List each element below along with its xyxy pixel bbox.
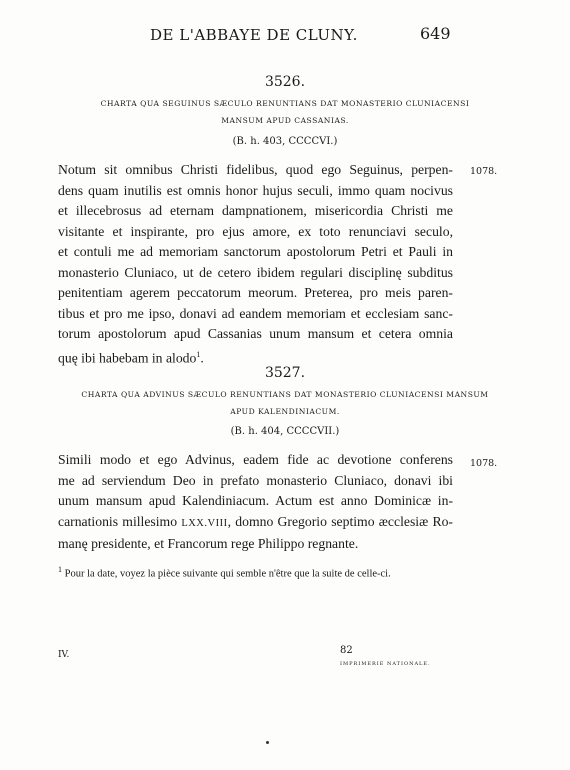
volume-signature: IV.	[58, 650, 70, 660]
charter-source: (B. h. 403, CCCCVI.)	[232, 136, 338, 147]
charter-title-line: APUD KALENDINIACUM.	[230, 407, 340, 416]
text-line: penitentiam agerem peccatorum meorum. Preterea, pro meis paren-	[58, 285, 453, 300]
footnote-reference: 1	[196, 349, 201, 359]
printer-mark: IMPRIMERIE NATIONALE.	[340, 661, 431, 667]
text-line: torum apostolorum apud Cassanias unum mansum et cetera omnia	[58, 326, 453, 341]
page-dot-mark	[266, 741, 269, 744]
footnote-marker: 1	[58, 565, 62, 574]
margin-year: 1078.	[470, 166, 498, 177]
charter-title-line: CHARTA QUA SEGUINUS SÆCULO RENUNTIANS DAT MONASTERIO CLUNIACENSI	[100, 99, 470, 108]
gathering-signature: 82	[340, 645, 353, 656]
charter-text	[58, 450, 453, 555]
text-fragment: .	[200, 350, 204, 366]
text-line: me ad serviendum Deo in prefato monasterio Cluniaco, donavi ibi	[58, 472, 453, 488]
text-line: manę presidente, et Francorum rege Philippo regnante.	[58, 536, 359, 551]
charter-title	[60, 386, 510, 420]
text-line: dens quam inutilis est omnis honor hujus seculi, immo quam nocivus	[58, 182, 453, 198]
text-fragment: , domno Gregorio septimo æcclesiæ Ro-	[227, 513, 453, 529]
text-line: unum mansum apud Kalendiniacum. Actum est anno Dominicæ in-	[58, 493, 453, 508]
text-line: et illecebrosus ad eternam dampnationem, misericordia Christi me	[58, 203, 453, 218]
charter-number: 3527.	[264, 365, 306, 381]
footnote-text: Pour la date, voyez la pièce suivante qui semble n'être que la suite de celle-ci.	[64, 568, 391, 580]
charter-title-line: CHARTA QUA ADVINUS SÆCULO RENUNTIANS DAT MONASTERIO CLUNIACENSI MANSUM	[81, 390, 489, 399]
charter-source: (B. h. 404, CCCCVII.)	[230, 426, 340, 437]
footnote	[58, 565, 478, 580]
charter-title	[60, 95, 510, 129]
margin-year: 1078.	[470, 458, 498, 469]
date-numeral: LXX.VIII	[181, 517, 228, 529]
charter-number: 3526.	[264, 74, 306, 90]
running-title: DE L'ABBAYE DE CLUNY.	[150, 26, 358, 44]
text-line: visitante et inspirante, pro ejus amore, ex toto renunciavi seculo,	[58, 223, 453, 239]
text-line: Simili modo et ego Advinus, eadem fide ac devotione conferens	[58, 452, 453, 467]
text-line: et contuli me ad memoriam sanctorum apostolorum Petri et Pauli in	[58, 244, 453, 259]
charter-text	[58, 160, 453, 369]
text-line: monasterio Cluniaco, ut de cetero ibidem regulari disciplinę subditus	[58, 264, 453, 280]
text-fragment: quę ibi habebam in alodo	[58, 350, 197, 366]
text-line	[58, 512, 453, 535]
text-fragment: carnationis millesimo	[58, 513, 178, 529]
text-line: Notum sit omnibus Christi fidelibus, quod ego Seguinus, perpen-	[58, 162, 453, 177]
charter-title-line: MANSUM APUD CASSANIAS.	[221, 116, 349, 125]
text-line: tibus et pro me ipso, donavi ad eandem memoriam et ecclesiam sanc-	[58, 305, 453, 321]
page-number: 649	[420, 24, 451, 43]
